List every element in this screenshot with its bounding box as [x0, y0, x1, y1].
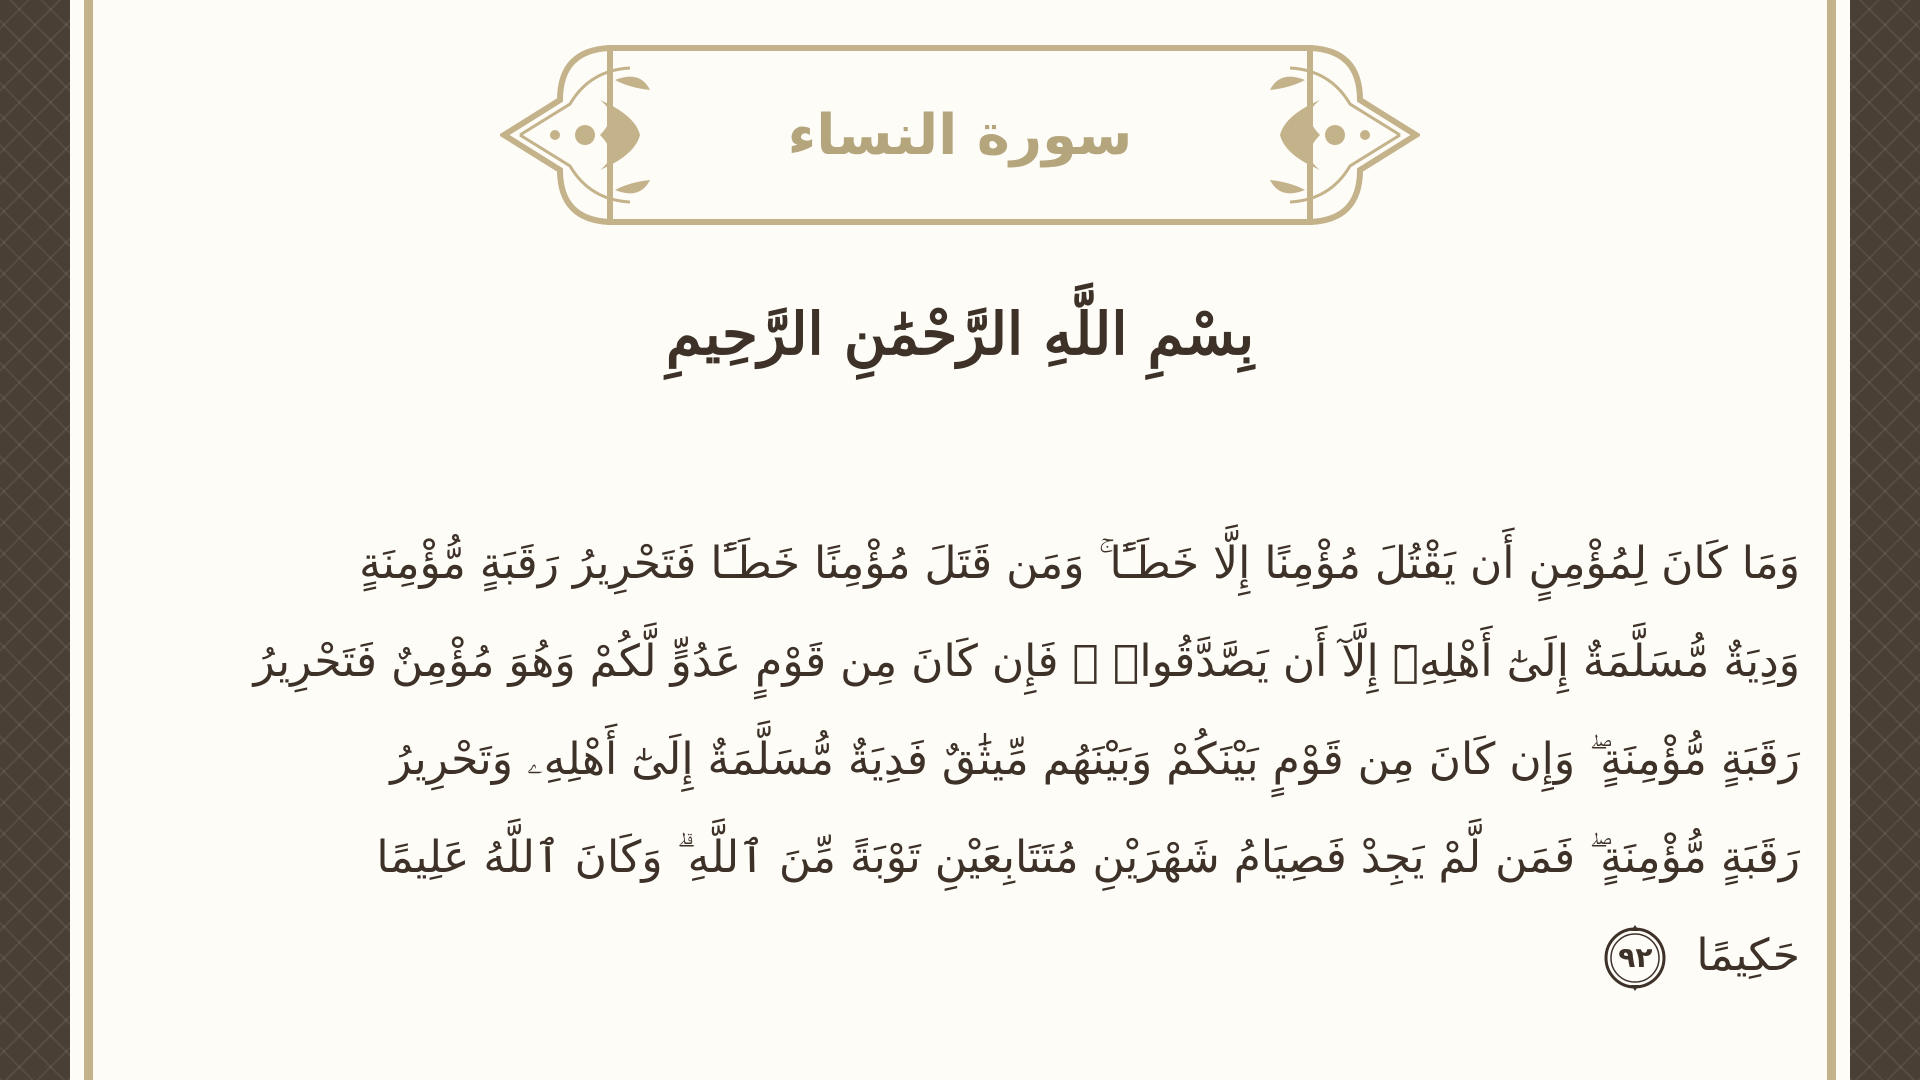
verse-line: رَقَبَةٍ مُّؤْمِنَةٍ ۖ فَمَن لَّمْ يَجِدْ فَصِيَامُ شَهْرَيْنِ مُتَتَابِعَيْنِ تَوْبَةً مِّنَ ٱللَّهِ ۗ وَكَانَ ٱللَّهُ عَلِيمًا [376, 832, 1800, 883]
verse-line: وَدِيَةٌ مُّسَلَّمَةٌ إِلَىٰٓ أَهْلِهِۦٓ إِلَّآ أَن يَصَّدَّقُوا۟ ۚ فَإِن كَانَ مِن قَوْمٍ عَدُوٍّ لَّكُمْ وَهُوَ مُؤْمِنٌ فَتَحْرِيرُ [253, 636, 1800, 687]
surah-title-frame [500, 40, 1420, 230]
right-ornamental-border [1850, 0, 1920, 1080]
verse-number: ٩٢ [1618, 941, 1653, 974]
basmala: بِسْمِ اللَّهِ الرَّحْمَٰنِ الرَّحِيمِ [665, 300, 1255, 368]
verse-last-word: حَكِيمًا [1696, 930, 1800, 981]
verse-line: وَمَا كَانَ لِمُؤْمِنٍ أَن يَقْتُلَ مُؤْمِنًا إِلَّا خَطَـًٔا ۚ وَمَن قَتَلَ مُؤْمِنًا خَطَـًٔا فَتَحْرِيرُ رَقَبَةٍ مُّؤْمِنَةٍ [359, 538, 1800, 589]
right-gold-rule [1827, 0, 1836, 1080]
left-ornamental-border [0, 0, 70, 1080]
verse-text [195, 515, 1800, 1005]
verse-line: رَقَبَةٍ مُّؤْمِنَةٍ ۖ وَإِن كَانَ مِن قَوْمٍ بَيْنَكُمْ وَبَيْنَهُم مِّيثَٰقٌ فَدِيَةٌ مُّسَلَّمَةٌ إِلَىٰٓ أَهْلِهِۦ وَتَحْرِيرُ [390, 734, 1800, 785]
verse-number-marker [1602, 925, 1668, 991]
surah-title: سورة النساء [787, 102, 1133, 168]
verse-line-last [195, 907, 1800, 1005]
left-gold-rule [84, 0, 93, 1080]
